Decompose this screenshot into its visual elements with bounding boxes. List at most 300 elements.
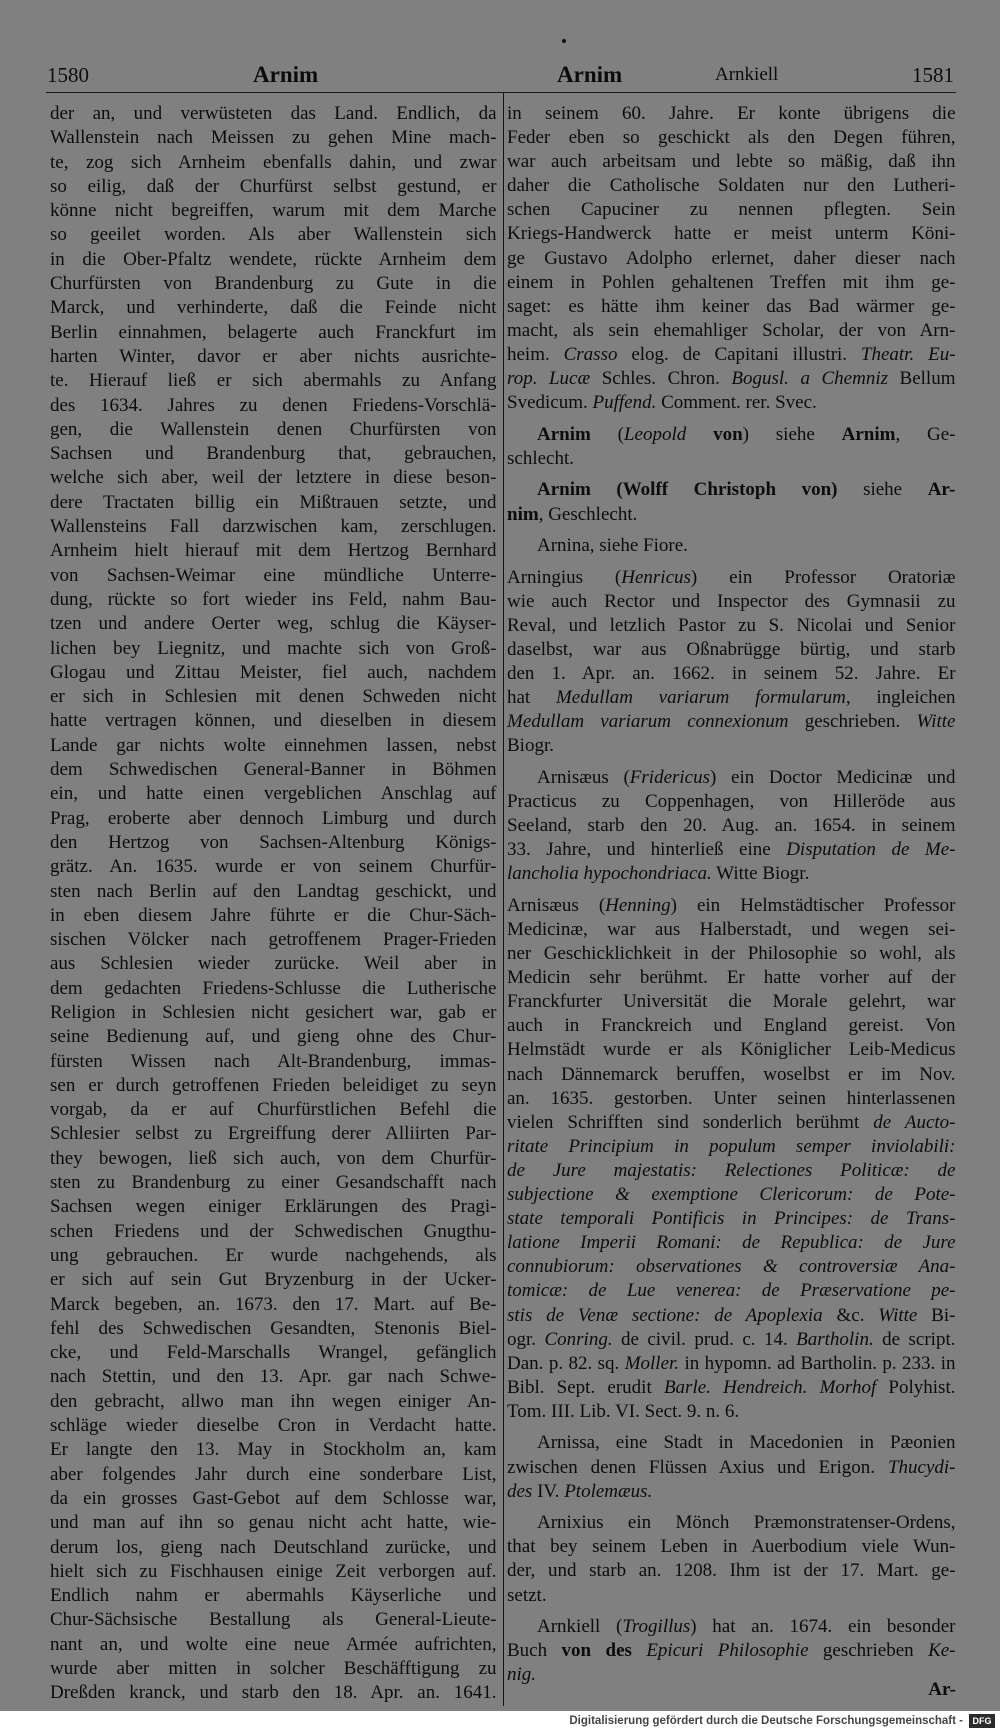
text-segment: dem gedachten Friedens-Schlusse die Lutherische (50, 977, 497, 999)
text-line (507, 102, 956, 126)
text-segment: und man auf ihn so genau nicht acht hatte, wie- (50, 1512, 497, 1534)
footer-credit: Digitalisierung gefördert durch die Deutsche Forschungsgemeinschaft - (569, 1715, 963, 1727)
text-line (50, 928, 497, 952)
italic-text: stis de Venæ sectione: de Apoplexia (507, 1304, 823, 1326)
text-segment: sen er durch getroffenen Frieden beleidiget zu seyn (50, 1074, 497, 1096)
text-line (507, 1639, 956, 1663)
text-segment: der, und starb an. 1208. Ihm ist der 17. Mart. ge- (507, 1560, 956, 1582)
text-line (50, 709, 497, 733)
text-segment: Churfürsten von Brandenburg zu Gute in die (50, 273, 497, 295)
text-segment: ) ein Doctor Medicinæ und (710, 766, 956, 788)
text-line (50, 126, 497, 150)
text-line (50, 1195, 497, 1219)
italic-text: Fridericus (629, 766, 711, 788)
running-head-right-next: Arnkiell (715, 64, 779, 85)
italic-text: subjectione & exemptione Clericorum: de Pote- (507, 1184, 956, 1206)
text-segment: , ingleichen (845, 687, 956, 709)
text-line (507, 1135, 956, 1159)
text-line (507, 918, 956, 942)
text-line (507, 1511, 956, 1535)
text-line (507, 295, 956, 319)
entry (507, 766, 956, 886)
stray-ink-mark (562, 39, 566, 43)
text-line (507, 862, 956, 886)
text-segment: ner Geschicklichkeit in der Philosophie so wohl, als (507, 943, 956, 965)
text-line (507, 1431, 956, 1455)
italic-text: Medullam variarum formularum (555, 687, 846, 709)
text-segment: so eilig, daß der Churfürst selbst gestund, er (50, 175, 497, 197)
text-line (507, 126, 956, 150)
text-segment: Practicus zu Coppenhagen, von Hilleröde aus (507, 791, 956, 813)
text-segment: ( (590, 423, 624, 445)
text-line (507, 1087, 956, 1111)
text-segment: ein, und hatte einen vergeblichen Anschlag auf (50, 783, 497, 805)
text-segment: daselbst, war aus Oßnabrügge bürtig, und starb (507, 638, 956, 660)
left-column (50, 102, 497, 1706)
text-line (507, 1207, 956, 1231)
text-line (50, 369, 497, 393)
italic-text: connubiorum: observationes & controversiæ Ana- (507, 1256, 956, 1278)
text-segment: Dan. p. 82. sq. (507, 1352, 625, 1374)
text-segment: dem Schwedischen General-Banner in Böhmen (50, 759, 497, 781)
text-segment: hielt sich zu Fischhausen einige Zeit verborgen auf. (50, 1560, 497, 1582)
text-segment: fehl des Schwedischen Gesandten, Stenonis Biel- (50, 1317, 497, 1339)
text-segment: schen Friedens und der Schwedischen Gnugthu- (50, 1220, 497, 1242)
text-line (50, 1001, 497, 1025)
text-segment: Schlesier selbst zu Ergreiffung derer Alliirten Par- (50, 1123, 497, 1145)
text-line (507, 1352, 956, 1376)
italic-text: Trogillus (622, 1616, 691, 1638)
text-segment: den gebracht, allwo man ihn wegen einiger An- (50, 1390, 497, 1412)
italic-text: rop. Lucæ (507, 368, 591, 390)
text-segment (686, 424, 713, 445)
text-line (50, 272, 497, 296)
text-segment: in die Ober-Pfaltz wendete, rückte Arnheim dem (50, 248, 497, 270)
text-segment: gen, die Wallenstein denen Churfürsten von (50, 418, 497, 440)
text-line (507, 1615, 956, 1639)
text-line (507, 1376, 956, 1400)
text-line (50, 321, 497, 345)
text-line (50, 782, 497, 806)
bold-text: von des (561, 1640, 632, 1662)
text-line (507, 1063, 956, 1087)
italic-text: Medullam variarum connexionum (507, 711, 789, 733)
text-segment: elog. de Capitani illustri. (617, 343, 861, 365)
text-segment: lichen bey Liegnitz, und machte sich von Groß- (50, 637, 497, 659)
text-line (50, 1487, 497, 1511)
text-segment: Dreßden kranck, und starb den 18. Apr. an. 1641. (50, 1682, 497, 1704)
text-segment: &c. (822, 1304, 879, 1326)
text-line (50, 588, 497, 612)
text-segment: Comment. rer. Svec. (656, 392, 817, 414)
text-line (50, 1414, 497, 1438)
text-segment: cke, und Feld-Marschalls Wrangel, gefänglich (50, 1342, 497, 1364)
text-segment: IV. (532, 1480, 565, 1502)
text-line (50, 880, 497, 904)
text-segment: Bellum (888, 368, 956, 390)
entry (507, 1615, 956, 1687)
text-segment: grätz. An. 1635. wurde er von seinem Churfür- (50, 856, 497, 878)
text-segment: schlecht. (507, 447, 575, 469)
text-segment: ) siehe (742, 423, 842, 445)
text-line (50, 1171, 497, 1195)
text-segment: schläge wieder dieselbe Cron in Verdacht hatte. (50, 1415, 497, 1437)
text-line (50, 418, 497, 442)
text-segment: Medicin sehr berühmt. Er hatte vorher auf der (507, 967, 956, 989)
italic-text: Morhof (819, 1376, 877, 1398)
text-line (50, 1098, 497, 1122)
text-line (50, 734, 497, 758)
text-line (50, 515, 497, 539)
text-line (507, 247, 956, 271)
text-line (50, 977, 497, 1001)
text-segment: welche sich aber, weil der letztere in diese beson- (50, 467, 497, 489)
italic-text: Bogusl. a Chemniz (731, 368, 888, 390)
text-line (507, 423, 956, 447)
text-segment: saget: es hätte ihm keiner das Bad wärmer ge- (507, 295, 956, 317)
text-segment: auch in Franckreich und England gereist. Von (507, 1015, 956, 1037)
text-segment: Tom. III. Lib. VI. Sect. 9. n. 6. (507, 1400, 740, 1422)
text-line (507, 478, 956, 502)
text-line (507, 1559, 956, 1583)
bold-text: Ar- (927, 479, 956, 501)
text-segment: Seeland, starb den 20. Aug. an. 1654. in seinem (507, 815, 956, 837)
text-segment (632, 1640, 646, 1661)
text-line (50, 466, 497, 490)
text-line (50, 1268, 497, 1292)
text-segment: an. 1635. gestorben. Unter seinen hinterlassenen (507, 1087, 956, 1109)
text-segment: geschrieben. (788, 711, 917, 733)
text-segment: Wallensteins Fall darzwischen kam, zerschlugen. (50, 516, 497, 538)
text-line (50, 685, 497, 709)
text-line (507, 1584, 956, 1608)
text-segment: wie auch Rector und Inspector des Gymnasii zu (507, 590, 956, 612)
text-segment: schen Capuciner zu nennen pflegten. Sein (507, 199, 956, 221)
text-segment: Arnissa, eine Stadt in Macedonien in Pæonien (537, 1432, 956, 1454)
text-segment: Er langte den 13. May in Stockholm an, kam (50, 1439, 497, 1461)
text-line (507, 1159, 956, 1183)
text-line (507, 766, 956, 790)
text-segment: Arnixius ein Mönch Præmonstratenser-Ordens, (537, 1512, 956, 1534)
italic-text: Moller. (624, 1352, 680, 1374)
text-segment: sischen Völcker nach getroffenem Prager-Frieden (50, 929, 497, 951)
text-segment: dere Tractaten billig ein Mißtrauen setzte, und (50, 491, 497, 513)
text-line (507, 790, 956, 814)
text-segment: daher die Catholische Soldaten nur den Lutheri- (507, 175, 956, 197)
italic-text: Ke- (928, 1640, 956, 1662)
text-segment: ) ein Helmstädtischer Professor (670, 894, 956, 916)
text-segment: hatte vertragen können, und dieselben in diesem (50, 710, 497, 732)
italic-text: des (507, 1480, 533, 1502)
text-line (50, 223, 497, 247)
text-segment: Berlin einnahmen, belagerte auch Franckfurt im (50, 321, 497, 343)
text-line (507, 838, 956, 862)
running-head-left: Arnim (253, 62, 319, 87)
text-line (50, 1681, 497, 1705)
text-line (50, 394, 497, 418)
text-line (50, 1560, 497, 1584)
text-line (50, 1025, 497, 1049)
text-segment: derum los, gieng nach Deutschland zurücke, und (50, 1536, 497, 1558)
text-line (50, 199, 497, 223)
text-segment: den 1. Apr. an. 1662. in seinem 52. Jahre. Er (507, 663, 956, 685)
text-line (507, 343, 956, 367)
italic-text: Epicuri Philosophie (646, 1640, 809, 1662)
text-segment: wurde aber mitten in solcher Beschäfftigung zu (50, 1658, 497, 1679)
text-segment: da ein grosses Gast-Gebot auf dem Schlosse war, (50, 1487, 497, 1509)
text-line (50, 1050, 497, 1074)
text-segment: so geeilet worden. Als aber Wallenstein sich (50, 224, 497, 246)
text-segment: Sachsen wegen einiger Erklärungen des Pragi- (50, 1196, 497, 1218)
text-segment: einem in Pohlen gehaltenen Treffen mit ihm ge- (507, 271, 956, 293)
text-line (507, 942, 956, 966)
text-line (50, 1122, 497, 1146)
text-segment (711, 1377, 723, 1398)
text-segment: te. Hierauf ließ er sich abermahls zu Anfang (50, 370, 497, 392)
text-segment: Kriegs-Handwerck hatte er meist unterm Köni- (507, 223, 956, 245)
text-segment: Polyhist. (876, 1376, 956, 1398)
italic-text: Theatr. Eu- (860, 343, 956, 365)
entry (507, 102, 956, 415)
text-segment: er sich auf sein Gut Bryzenburg in der Ucker- (50, 1269, 497, 1291)
text-line (507, 1279, 956, 1303)
text-line (507, 367, 956, 391)
dfg-logo-icon: DFG (969, 1714, 995, 1728)
text-segment: seine Bedienung auf, und gieng ohne des Chur- (50, 1026, 497, 1048)
text-segment: ogr. (507, 1328, 545, 1350)
text-line (50, 831, 497, 855)
text-line (507, 198, 956, 222)
text-line (50, 442, 497, 466)
text-line (50, 637, 497, 661)
text-segment: vielen Schrifften sind sonderlich berühmt (507, 1111, 874, 1133)
text-line (50, 1608, 497, 1632)
text-line (50, 807, 497, 831)
text-segment: , Geschlecht. (538, 503, 638, 525)
text-line (507, 150, 956, 174)
text-segment: könne nicht begreiffen, warum mit dem Marche (50, 200, 497, 222)
text-line (507, 1304, 956, 1328)
text-line (50, 612, 497, 636)
text-segment: aus Schlesien wieder zurücke. Weil aber in (50, 953, 497, 975)
text-segment: in hypomn. ad Bartholin. p. 233. in (679, 1352, 956, 1374)
text-segment: de civil. prud. c. 14. (612, 1328, 797, 1350)
footer-bar (0, 1711, 1000, 1731)
italic-text: Hendreich. (723, 1376, 808, 1398)
text-segment: aber folgendes Jahr durch eine sonderbare List, (50, 1463, 497, 1485)
text-line (50, 1293, 497, 1317)
text-segment: sten zu Brandenburg zu einer Gesandschafft nach (50, 1172, 497, 1194)
text-line (507, 391, 956, 415)
text-segment: tzen und andere Oerter weg, schlug die Käyser- (50, 613, 497, 635)
text-segment: geschrieben (808, 1640, 929, 1662)
text-segment: Chur-Sächsische Bestallung als General-Lieute- (50, 1609, 497, 1631)
text-segment: vorgab, da er auf Churfürstlichen Befehl die (50, 1099, 497, 1121)
text-line (507, 814, 956, 838)
text-segment: fürsten Wissen nach Alt-Brandenburg, immas- (50, 1050, 497, 1072)
text-segment: Arnheim hielt hierauf mit dem Hertzog Bernhard (50, 540, 497, 562)
page-number-left: 1580 (47, 63, 89, 87)
text-line (507, 534, 956, 558)
text-line (50, 1438, 497, 1462)
text-line (507, 1111, 956, 1135)
text-line (50, 1536, 497, 1560)
text-line (507, 1400, 956, 1424)
italic-text: Witte (878, 1304, 918, 1326)
bold-text: Arnim (841, 423, 896, 445)
text-segment: Arnina, siehe Fiore. (537, 535, 688, 557)
text-segment: der an, und verwüsteten das Land. Endlich, da (50, 103, 497, 124)
italic-text: Disputation de Me- (786, 839, 956, 861)
text-segment: nant an, und wolte eine neue Armée aufrichten, (50, 1633, 497, 1655)
text-line (50, 491, 497, 515)
catchword: Ar- (928, 1679, 956, 1700)
page-number-right: 1581 (912, 63, 954, 87)
italic-text: Barle. (663, 1376, 711, 1398)
text-segment: , Ge- (895, 423, 956, 445)
entry (507, 1431, 956, 1503)
text-segment: Witte Biogr. (711, 863, 810, 885)
text-line (507, 319, 956, 343)
text-line (507, 590, 956, 614)
text-segment: te, zog sich Arnheim ebenfalls dahin, und zwar (50, 151, 497, 173)
text-line (507, 894, 956, 918)
text-line (50, 1633, 497, 1657)
text-segment: setzt. (507, 1584, 547, 1606)
text-segment: Wallenstein nach Meissen zu gehen Mine mach- (50, 127, 497, 149)
text-segment: Helmstädt wurde er als Königlicher Leib-Medicus (507, 1039, 956, 1061)
italic-text: ritate Principium in populum semper inviolabili: (507, 1135, 956, 1157)
text-segment: des 1634. Jahres zu denen Friedens-Vorschlä- (50, 394, 497, 416)
text-line (50, 952, 497, 976)
text-line (507, 1535, 956, 1559)
italic-text: Thucydi- (887, 1456, 956, 1478)
italic-text: de Jure majestatis: Relectiones Politicæ: de (507, 1159, 956, 1181)
text-line (50, 175, 497, 199)
text-line (50, 1365, 497, 1389)
text-segment: Arnisæus ( (507, 894, 606, 916)
text-segment: Marck, und verhinderte, daß die Feinde nicht (50, 297, 497, 319)
text-segment: Feder eben so geschickt als den Degen führen, (507, 127, 956, 149)
text-line (50, 661, 497, 685)
text-line (50, 1584, 497, 1608)
text-line (50, 1341, 497, 1365)
text-segment: in eben diesem Jahre führte er die Chur-Säch- (50, 904, 497, 926)
text-segment: dung, rückte so fort wieder ins Feld, nahm Bau- (50, 588, 497, 610)
text-segment: Sachsen und Brandenburg that, gebrauchen, (50, 443, 497, 465)
text-line (507, 1663, 956, 1687)
text-line (507, 966, 956, 990)
text-line (50, 1317, 497, 1341)
text-segment: in seinem 60. Jahre. Er konte übrigens die (507, 103, 956, 124)
text-segment: hat (507, 687, 556, 709)
text-line (507, 1231, 956, 1255)
text-segment: that bey seinem Leben in Auerbodium viele Wun- (507, 1536, 956, 1558)
italic-text: Ptolemæus. (564, 1480, 653, 1502)
text-segment: Bi- (917, 1304, 956, 1326)
text-line (50, 1220, 497, 1244)
text-segment: macht, als sein ehemahliger Scholar, der von Arn- (507, 319, 956, 341)
italic-text: Leopold (623, 423, 687, 445)
text-segment: Arningius ( (507, 566, 622, 588)
text-segment: heim. (507, 343, 564, 365)
text-line (507, 447, 956, 471)
text-segment: Prag, eroberte aber dennoch Limburg und durch (50, 807, 497, 829)
entry (507, 894, 956, 1424)
text-segment: Arnkiell ( (537, 1616, 623, 1638)
text-line (50, 1511, 497, 1535)
text-line (50, 1244, 497, 1268)
entry (507, 534, 956, 558)
text-segment: siehe (837, 479, 928, 501)
text-line (50, 539, 497, 563)
text-segment: 33. Jahre, und hinterließ eine (507, 839, 787, 861)
text-line (50, 1074, 497, 1098)
italic-text: lancholia hypochondriaca. (507, 863, 712, 885)
italic-text: de Aucto- (873, 1111, 956, 1133)
text-segment: de script. (873, 1328, 956, 1350)
text-line (50, 248, 497, 272)
text-segment: Lande gar nichts wolte einnehmen lassen, nebst (50, 734, 497, 756)
italic-text: latione Imperii Romani: de Republica: de Jure (507, 1232, 956, 1254)
italic-text: Henricus (621, 566, 691, 588)
text-segment: Arnisæus ( (537, 766, 630, 788)
text-segment: ) ein Professor Oratoriæ (690, 566, 956, 588)
text-line (507, 1183, 956, 1207)
italic-text: Conring. (544, 1328, 613, 1350)
text-segment: ) hat an. 1674. ein besonder (690, 1616, 956, 1638)
text-line (507, 686, 956, 710)
text-line (50, 151, 497, 175)
text-line (507, 503, 956, 527)
italic-text: state temporali Pontificis in Principes: de Trans- (507, 1208, 956, 1230)
italic-text: nig. (507, 1664, 537, 1686)
text-segment: nach Stettin, und den 13. Apr. gar nach Schwe- (50, 1366, 497, 1388)
header-rule (46, 92, 956, 93)
text-line (50, 1390, 497, 1414)
text-line (50, 758, 497, 782)
text-line (507, 662, 956, 686)
text-segment: Medicinæ, war aus Halberstadt, und wegen sei- (507, 919, 956, 940)
text-line (507, 990, 956, 1014)
italic-text: tomicæ: de Lue venerea: de Præservatione pe- (507, 1280, 956, 1302)
text-line (50, 904, 497, 928)
text-line (507, 566, 956, 590)
text-line (50, 345, 497, 369)
text-segment: den Hertzog von Sachsen-Altenburg Königs- (50, 831, 497, 853)
right-column (507, 102, 956, 1687)
text-line (507, 222, 956, 246)
text-line (507, 1328, 956, 1352)
text-segment: von Sachsen-Weimar eine mündliche Unterre- (50, 564, 497, 586)
text-segment: war auch arbeitsam und lebte so mäßig, daß ihn (507, 151, 956, 173)
running-head-right: Arnim (557, 62, 623, 87)
text-line (507, 614, 956, 638)
text-segment: Religion in Schlesien nicht gesichert war, gab er (50, 1001, 497, 1023)
text-segment: er sich in Schlesien mit denen Schweden nicht (50, 686, 497, 708)
text-segment: Reval, und letzlich Pastor zu S. Nicolai und Senior (507, 614, 956, 636)
text-segment: ge Gustavo Adolpho erlernet, daher dieser nach (507, 247, 956, 269)
text-segment: zwischen denen Flüssen Axius und Erigon. (507, 1456, 888, 1478)
text-segment: Endlich nahm er abermahls Käyserliche und (50, 1585, 497, 1607)
text-line (507, 1038, 956, 1062)
italic-text: Witte (916, 711, 956, 733)
text-line (507, 1456, 956, 1480)
text-segment: Biogr. (507, 735, 554, 757)
italic-text: Henning (605, 894, 671, 916)
text-line (507, 1480, 956, 1504)
text-segment: Marck begeben, an. 1673. den 17. Mart. auf Be- (50, 1293, 497, 1315)
